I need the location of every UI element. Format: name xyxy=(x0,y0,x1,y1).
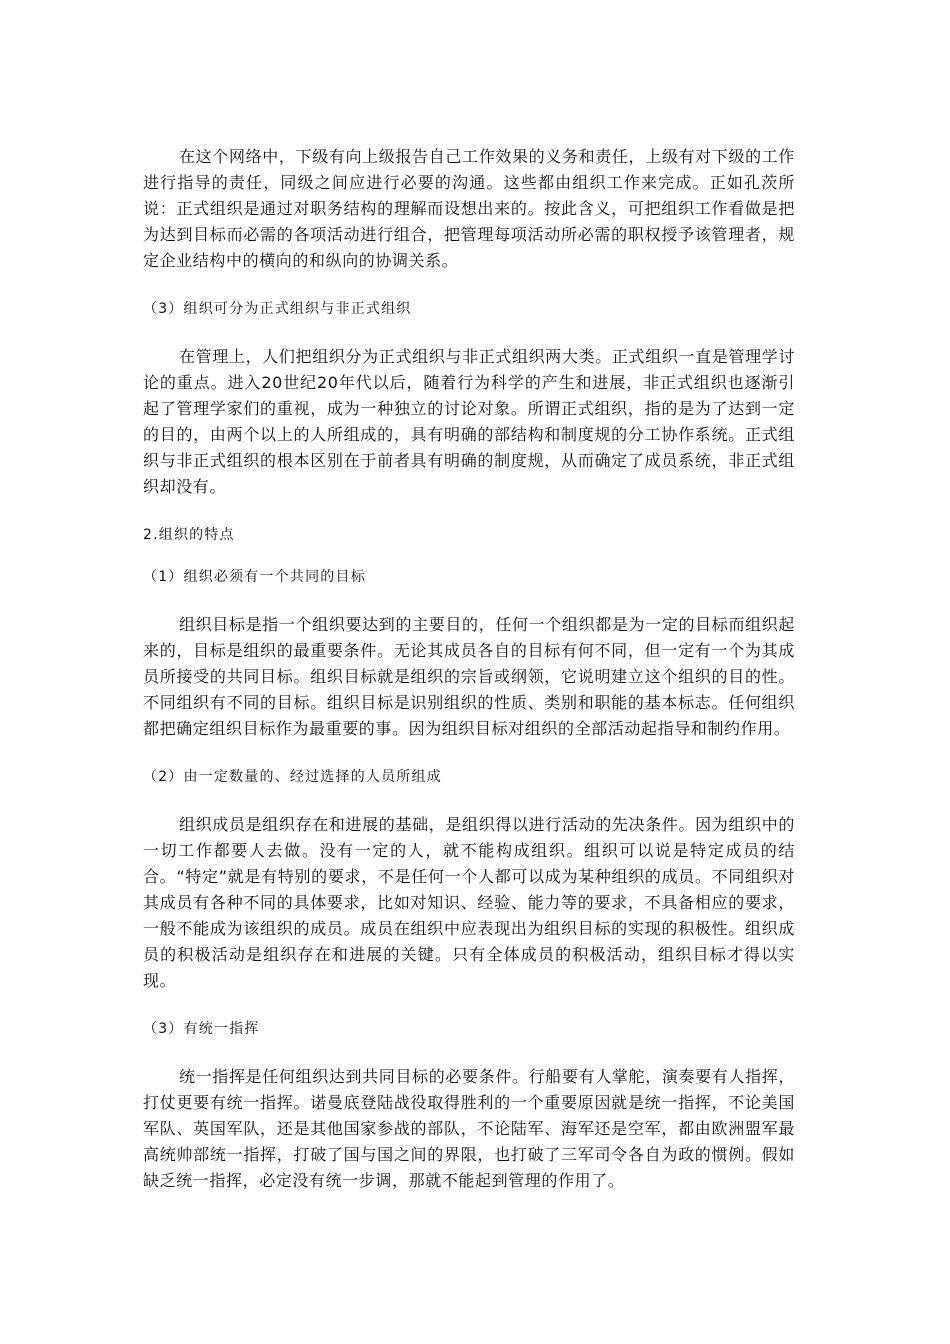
paragraph-selected-members: 组织成员是组织存在和进展的基础，是组织得以进行活动的先决条件。因为组织中的一切工作都要人去做。没有一定的人，就不能构成组织。组织可以说是特定成员的结合。“特定”就是有特别的要求，不是任何一个人都可以成为某种组织的成员。不同组织对其成员有各种不同的具体要求，比如对知识、经验、能力等的要求，不具备相应的要求，一般不能成为该组织的成员。成员在组织中应表现出为组织目标的实现的积极性。组织成员的积极活动是组织存在和进展的关键。只有全体成员的积极活动，组织目标才得以实现。 xyxy=(143,815,795,990)
paragraph-common-goal: 组织目标是指一个组织要达到的主要目的，任何一个组织都是为一定的目标而组织起来的，目标是组织的最重要条件。无论其成员各自的目标有何不同，但一定有一个为其成员所接受的共同目标。组织目标就是组织的宗旨或纲领，它说明建立这个组织的目的性。不同组织有不同的目标。组织目标是识别组织的性质、类别和职能的基本标志。任何组织都把确定组织目标作为最重要的事。因为组织目标对组织的全部活动起指导和制约作用。 xyxy=(143,615,795,738)
heading-formal-informal-organization: （3）组织可分为正式组织与非正式组织 xyxy=(143,301,412,317)
paragraph-formal-informal-organization: 在管理上，人们把组织分为正式组织与非正式组织两大类。正式组织一直是管理学讨论的重点。进入20世纪20年代以后，随着行为科学的产生和进展，非正式组织也逐渐引起了管理学家们的重视，成为一种独立的讨论对象。所谓正式组织，指的是为了达到一定的目的，由两个以上的人所组成的，具有明确的部结构和制度规的分工协作系统。正式组织与非正式组织的根本区别在于前者具有明确的制度规，从而确定了成员系统，非正式组织却没有。 xyxy=(143,347,795,496)
heading-organization-characteristics: 2.组织的特点 xyxy=(143,527,235,543)
paragraph-unified-command: 统一指挥是任何组织达到共同目标的必要条件。行船要有人掌舵，演奏要有人指挥，打仗更要有统一指挥。诺曼底登陆战役取得胜利的一个重要原因就是统一指挥，不论美国军队、英国军队，还是其他国家参战的部队，不论陆军、海军还是空军，都由欧洲盟军最高统帅部统一指挥，打破了国与国之间的界限，也打破了三军司令各自为政的惯例。假如缺乏统一指挥，必定没有统一步调，那就不能起到管理的作用了。 xyxy=(143,1067,795,1190)
document-body xyxy=(143,144,795,1194)
heading-selected-members: （2）由一定数量的、经过选择的人员所组成 xyxy=(143,769,442,785)
heading-unified-command: （3）有统一指挥 xyxy=(143,1021,260,1037)
paragraph-network-responsibility: 在这个网络中，下级有向上级报告自己工作效果的义务和责任，上级有对下级的工作进行指导的责任，同级之间应进行必要的沟通。这些都由组织工作来完成。正如孔茨所说：正式组织是通过对职务结构的理解而设想出来的。按此含义，可把组织工作看做是把为达到目标而必需的各项活动进行组合，把管理每项活动所必需的职权授予该管理者，规定企业结构中的横向的和纵向的协调关系。 xyxy=(143,147,795,270)
heading-common-goal: （1）组织必须有一个共同的目标 xyxy=(143,569,366,585)
